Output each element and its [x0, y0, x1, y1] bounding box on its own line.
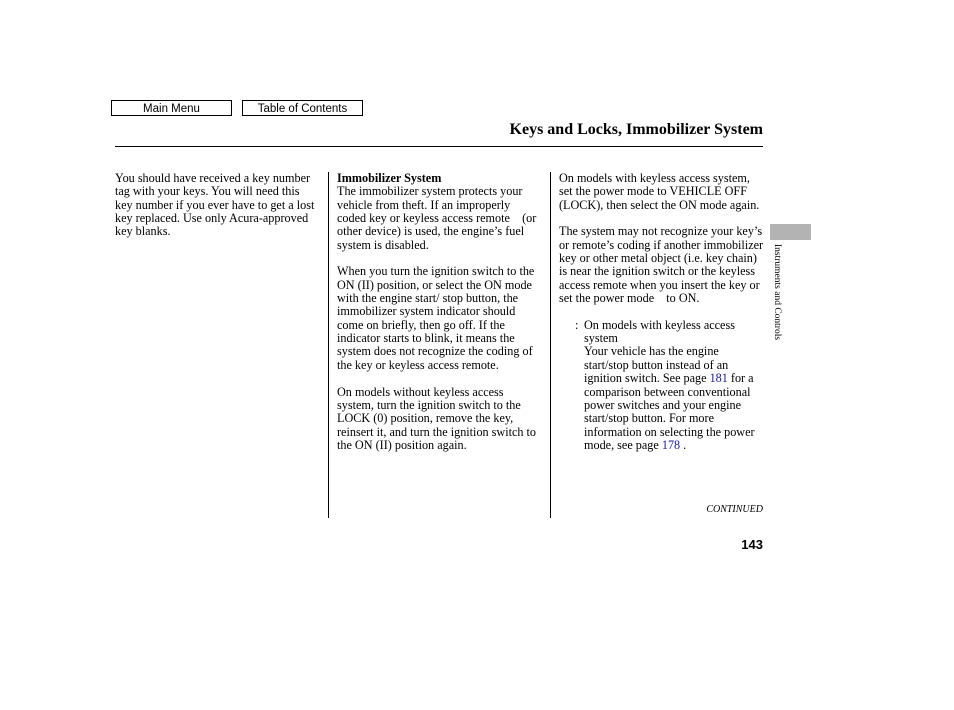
continued-label: CONTINUED	[706, 504, 763, 515]
section-tab	[770, 224, 811, 240]
with-keyless-paragraph: On models with keyless access system, set the power mode to VEHICLE OFF (LOCK), then select the ON mode again.	[559, 171, 760, 212]
section-tab-label: Instruments and Controls	[772, 244, 782, 341]
footnote-text: .	[680, 437, 687, 452]
footnote-marker: :	[575, 317, 579, 332]
page-title: Keys and Locks, Immobilizer System	[509, 121, 763, 138]
footnote-body	[584, 345, 765, 452]
column-divider-right	[550, 172, 551, 518]
header-rule	[115, 146, 763, 147]
key-number-paragraph: You should have received a key number tag with your keys. You will need this key number if you ever have to get a lost key replaced. Use only Acura-approved key blanks.	[115, 171, 315, 239]
footnote-text: for a comparison between conventional power switches and your engine start/stop button. For more information on selecting the power mode, see page	[584, 371, 755, 452]
main-menu-button[interactable]: Main Menu	[111, 100, 232, 116]
page-181-link[interactable]: 181	[709, 371, 728, 386]
indicator-paragraph: When you turn the ignition switch to the ON (II) position, or select the ON mode with the engine start/ stop button, the immobilizer system indicator should come on briefly, then go off. If the indicator starts to blink, it means the system does not recognize the coding of the key or keyless access remote.	[337, 264, 542, 372]
page-number: 143	[741, 537, 763, 552]
recognition-paragraph: The system may not recognize your key’s or remote’s coding if another immobilizer key or other metal object (i.e. key chain) is near the ignition switch or the keyless access remote when you insert the key or set the power mode to ON.	[559, 224, 764, 306]
page-178-link[interactable]: 178	[661, 437, 681, 452]
footnote	[559, 319, 765, 452]
without-keyless-paragraph: On models without keyless access system, turn the ignition switch to the LOCK (0) position, remove the key, reinsert it, and turn the ignition switch to the ON (II) position again.	[337, 384, 537, 452]
footnote-text: Your vehicle has the engine start/stop button instead of an ignition switch. See page	[584, 344, 729, 386]
column-divider-left	[328, 172, 329, 518]
column-left	[115, 172, 320, 252]
immobilizer-intro-paragraph: The immobilizer system protects your vehicle from theft. If an improperly coded key or keyless access remote (or other device) is used, the engine’s fuel system is disabled.	[337, 184, 537, 252]
section-heading: Immobilizer System	[337, 171, 442, 185]
table-of-contents-button[interactable]: Table of Contents	[242, 100, 363, 116]
column-right	[559, 172, 765, 452]
footnote-title: On models with keyless access system	[584, 317, 735, 346]
column-middle	[337, 172, 542, 466]
